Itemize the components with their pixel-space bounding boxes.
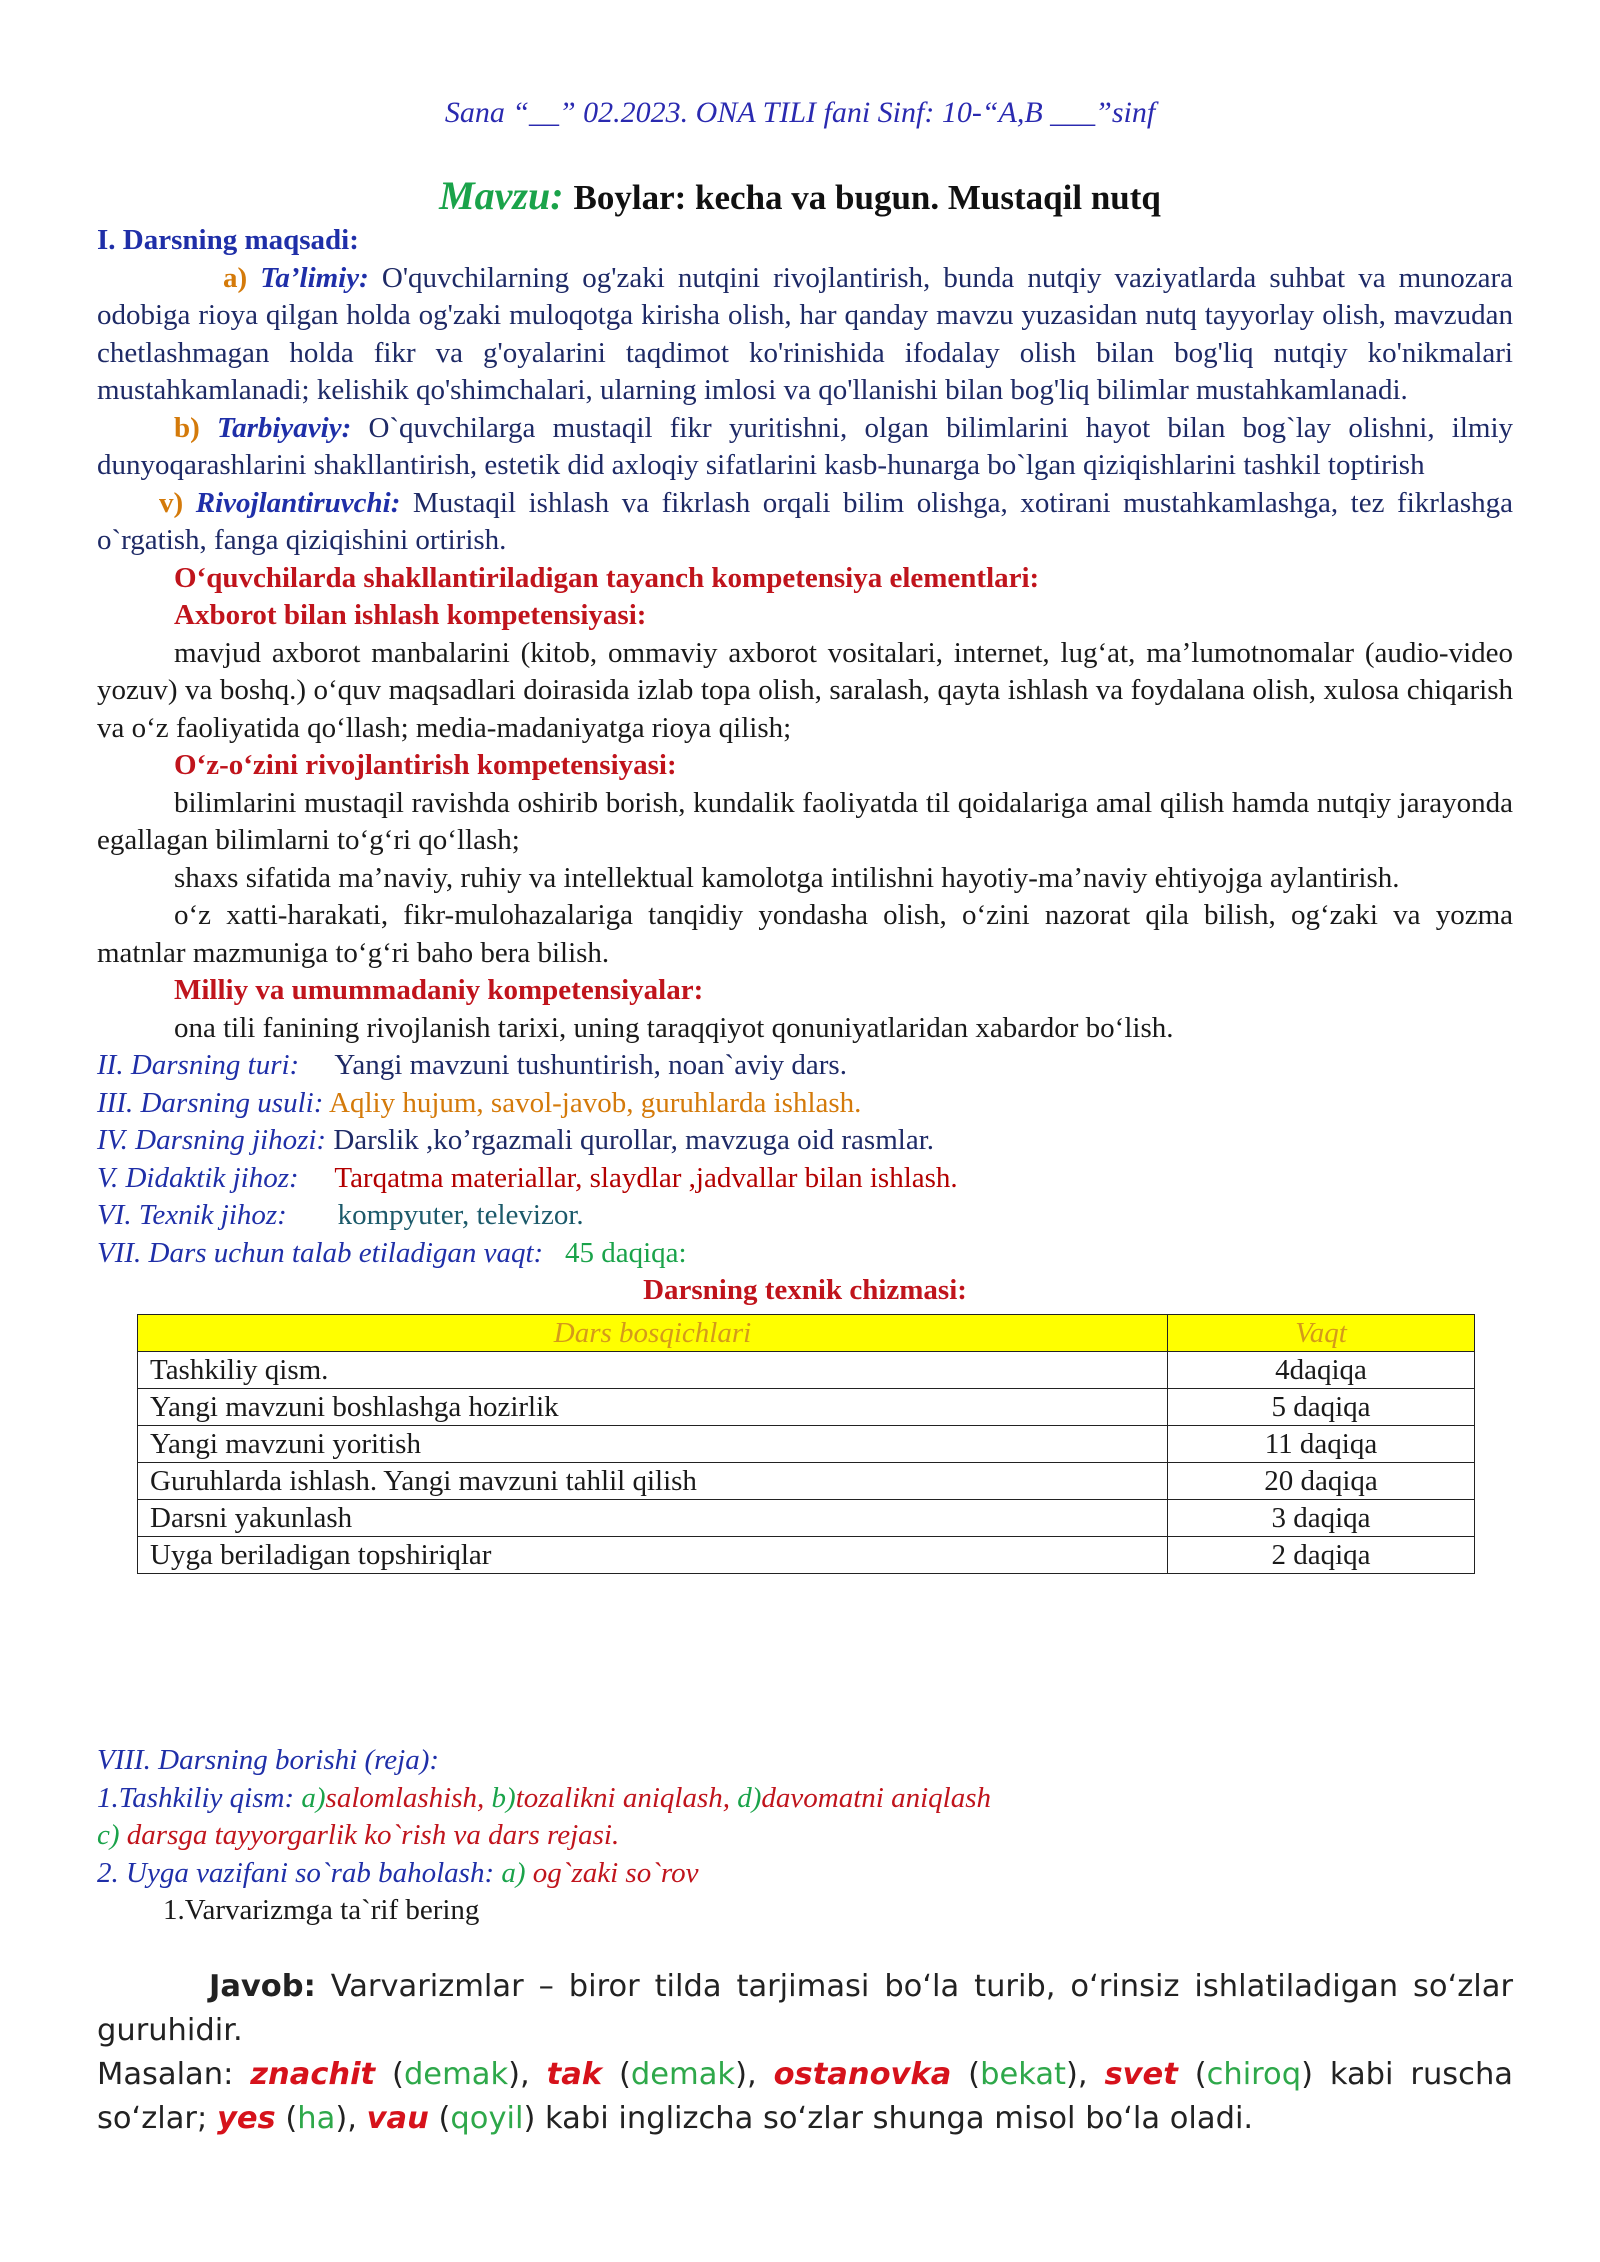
goal-developing (97, 485, 1513, 560)
stage-cell: Yangi mavzuni yoritish (138, 1425, 1168, 1462)
plan-org-d: d) (737, 1781, 762, 1814)
lesson-equipment-value: Darslik ,ko’rgazmali qurollar, mavzuga oid rasmlar. (333, 1124, 935, 1156)
lesson-didactic-value: Tarqatma materiallar, slaydlar ,jadvallar bilan ishlash. (334, 1161, 958, 1194)
plan-org-b: b) (491, 1781, 516, 1814)
answer-block (97, 1965, 1513, 2141)
goal-b-label: Tarbiyaviy: (217, 411, 352, 444)
example-word: ostanovka (773, 2057, 952, 2092)
lesson-didactic-label: V. Didaktik jihoz: (97, 1161, 299, 1194)
goal-a-text: O'quvchilarning og'zaki nutqini rivojlantirish, bunda nutqiy vaziyatlarda suhbat va munozara odobiga rioya qilgan holda og'zaki muloqotga kirisha olish, har qanday mavzu yuzasidan nutq tayyorlay olish, mavzudan chetlashmagan holda fikr va g'oyalarini taqdimot ko'rinishida ifodalay olish bilan bog'liq nutqiy ko'nikmalari mustahkamlanadi; kelishik qo'shimchalari, ularning imlosi va qo'llanishi bilan bog'liq bilimlar mustahkamlanadi. (97, 261, 1514, 406)
example-word: vau (366, 2101, 429, 2136)
plan-org-label: 1.Tashkiliy qism: (97, 1781, 302, 1814)
tech-chart-table (137, 1314, 1475, 1574)
example-translation: demak (630, 2057, 736, 2092)
lesson-method-value: Aqliy hujum, savol-javob, guruhlarda ishlash. (329, 1086, 862, 1119)
lesson-plan (97, 1742, 1513, 1930)
answer-text: Varvarizmlar – biror tilda tarjimasi bo‘la turib, o‘rinsiz ishlatiladigan so‘zlar guruhidir. (97, 1969, 1513, 2048)
lesson-time (97, 1235, 1513, 1273)
example-en-tail: kabi inglizcha so‘zlar shunga misol bo‘la oladi. (535, 2101, 1254, 2136)
answer-definition (97, 1965, 1513, 2053)
lesson-time-value: 45 daqiqa: (564, 1236, 687, 1269)
lesson-equipment-label: IV. Darsning jihozi: (97, 1124, 327, 1156)
lesson-technical (97, 1197, 1513, 1235)
example-word: tak (546, 2057, 603, 2092)
example-ru-tail: kabi ruscha so‘zlar; (97, 2057, 1513, 2136)
example-intro: Masalan: (97, 2057, 251, 2092)
topic-title (0, 172, 1600, 219)
plan-org-d-text: davomatni aniqlash (761, 1781, 991, 1814)
time-cell: 2 daqiqa (1168, 1536, 1475, 1573)
table-row (138, 1462, 1475, 1499)
stage-cell: Guruhlarda ishlash. Yangi mavzuni tahlil qilish (138, 1462, 1168, 1499)
document-header: Sana “__” 02.2023. ONA TILI fani Sinf: 10-“A,B ___”sinf (444, 96, 1156, 129)
lesson-equipment (97, 1122, 1513, 1160)
self-competency-text-2: shaxs sifatida ma’naviy, ruhiy va intellektual kamolotga intilishni hayotiy-ma’naviy ehtiyojga aylantirish. (174, 861, 1400, 894)
time-cell: 5 daqiqa (1168, 1388, 1475, 1425)
topic-text: Boylar: kecha va bugun. Mustaqil nutq (573, 178, 1161, 217)
lesson-type (97, 1047, 1513, 1085)
plan-homework-line (97, 1855, 1513, 1893)
lesson-time-label: VII. Dars uchun talab etiladigan vaqt: (97, 1236, 544, 1269)
lesson-type-label: II. Darsning turi: (97, 1049, 300, 1081)
goal-v-text: Mustaqil ishlash va fikrlash orqali bilim olishga, xotirani mustahkamlashga, tez fikrlashga o`rgatish, fanga qiziqishini ortirish. (97, 486, 1513, 556)
time-cell: 3 daqiqa (1168, 1499, 1475, 1536)
self-competency-heading: O‘z-o‘zini rivojlantirish kompetensiyasi: (174, 749, 677, 781)
lesson-technical-label: VI. Texnik jihoz: (97, 1199, 287, 1231)
time-cell: 20 daqiqa (1168, 1462, 1475, 1499)
table-row (138, 1499, 1475, 1536)
plan-org-a-text: salomlashish, (325, 1781, 492, 1814)
plan-org-line (97, 1780, 1513, 1818)
example-translation: bekat (980, 2057, 1066, 2092)
plan-org-c-text: darsga tayyorgarlik ko`rish va dars rejasi. (126, 1819, 620, 1851)
goal-a-letter: a) (223, 261, 248, 294)
stage-cell: Darsni yakunlash (138, 1499, 1168, 1536)
table-row (138, 1425, 1475, 1462)
plan-hw-a-text: og`zaki so`rov (532, 1856, 699, 1889)
plan-hw-label: 2. Uyga vazifani so`rab baholash: (97, 1856, 502, 1889)
col-stages-header: Dars bosqichlari (138, 1314, 1168, 1351)
table-row (138, 1388, 1475, 1425)
plan-org-c-line (97, 1817, 1513, 1855)
plan-org-c: c) (97, 1819, 127, 1851)
goal-v-letter: v) (159, 486, 184, 519)
table-header-row (138, 1314, 1475, 1351)
col-time-header: Vaqt (1168, 1314, 1475, 1351)
example-translation: demak (403, 2057, 509, 2092)
plan-question: 1.Varvarizmga ta`rif bering (163, 1894, 480, 1926)
info-competency-text: mavjud axborot manbalarini (kitob, ommaviy axborot vositalari, internet, lug‘at, ma’lumotnomalar (audio-video yozuv) va boshq.) o‘quv maqsadlari doirasida izlab topa olish, saralash, qayta ishlash va foydalana olish, xulosa chiqarish va o‘z faoliyatida qo‘llash; media-madaniyatga rioya qilish; (97, 636, 1513, 744)
lesson-method (97, 1085, 1513, 1123)
example-word: znachit (250, 2057, 376, 2092)
lesson-technical-value: kompyuter, televizor. (337, 1199, 584, 1231)
goal-educational (97, 260, 1513, 410)
tech-chart-title: Darsning texnik chizmasi: (643, 1274, 967, 1306)
lesson-didactic (97, 1160, 1513, 1198)
lesson-body (97, 222, 1513, 1574)
plan-org-b-text: tozalikni aniqlash, (515, 1781, 738, 1814)
stage-cell: Tashkiliy qism. (138, 1351, 1168, 1388)
example-translation: chiroq (1206, 2057, 1302, 2092)
self-competency-text-1: bilimlarini mustaqil ravishda oshirib borish, kundalik faoliyatda til qoidalariga amal qilish hamda nutqiy jarayonda egallagan bilimlarni to‘g‘ri qo‘llash; (97, 786, 1513, 856)
example-word: yes (216, 2101, 276, 2136)
answer-examples: Masalan: znachit (demak), tak (demak), ostanovka (bekat), svet (chiroq) kabi ruscha so‘zlar; yes (ha), vau (qoyil) kabi inglizcha so‘zlar shunga misol bo‘la oladi. (97, 2057, 1513, 2136)
example-translation: ha (297, 2101, 336, 2136)
goal-v-label: Rivojlantiruvchi: (195, 486, 401, 519)
goal-b-letter: b) (174, 411, 200, 444)
plan-hw-a: a) (501, 1856, 533, 1889)
table-row (138, 1536, 1475, 1573)
goal-upbringing (97, 410, 1513, 485)
goal-a-label: Ta’limiy: (260, 261, 369, 294)
self-competency-text-3: o‘z xatti-harakati, fikr-mulohazalariga tanqidiy yondasha olish, o‘zini nazorat qila bilish, og‘zaki va yozma matnlar mazmuniga to‘g‘ri baho bera bilish. (97, 899, 1513, 969)
national-competency-heading: Milliy va umummadaniy kompetensiyalar: (174, 974, 704, 1006)
stage-cell: Uyga beriladigan topshiriqlar (138, 1536, 1168, 1573)
table-row (138, 1351, 1475, 1388)
stage-cell: Yangi mavzuni boshlashga hozirlik (138, 1388, 1168, 1425)
lesson-type-value: Yangi mavzuni tushuntirish, noan`aviy dars. (334, 1049, 847, 1081)
goal-b-text: O`quvchilarga mustaqil fikr yuritishni, olgan bilimlarini hayot bilan bog`lay olishni, ilmiy dunyoqarashlarini shakllantirish, estetik did axloqiy sifatlarini kasb-hunarga bo`lgan qiziqishlarini tashkil toptirish (97, 411, 1514, 481)
example-translation: qoyil (450, 2101, 524, 2136)
lesson-method-label: III. Darsning usuli: (97, 1086, 324, 1119)
topic-label: Mavzu: (439, 173, 564, 218)
competencies-heading: O‘quvchilarda shakllantiriladigan tayanch kompetensiya elementlari: (174, 561, 1040, 594)
plan-heading: VIII. Darsning borishi (reja): (97, 1744, 440, 1776)
national-competency-text: ona tili fanining rivojlanish tarixi, uning taraqqiyot qonuniyatlaridan xabardor bo‘lish. (174, 1011, 1174, 1044)
goals-heading: I. Darsning maqsadi: (97, 224, 359, 256)
time-cell: 4daqiqa (1168, 1351, 1475, 1388)
time-cell: 11 daqiqa (1168, 1425, 1475, 1462)
answer-label: Javob: (209, 1969, 316, 2004)
plan-org-a: a) (301, 1781, 326, 1814)
info-competency-heading: Axborot bilan ishlash kompetensiyasi: (174, 599, 647, 631)
example-word: svet (1104, 2057, 1178, 2092)
